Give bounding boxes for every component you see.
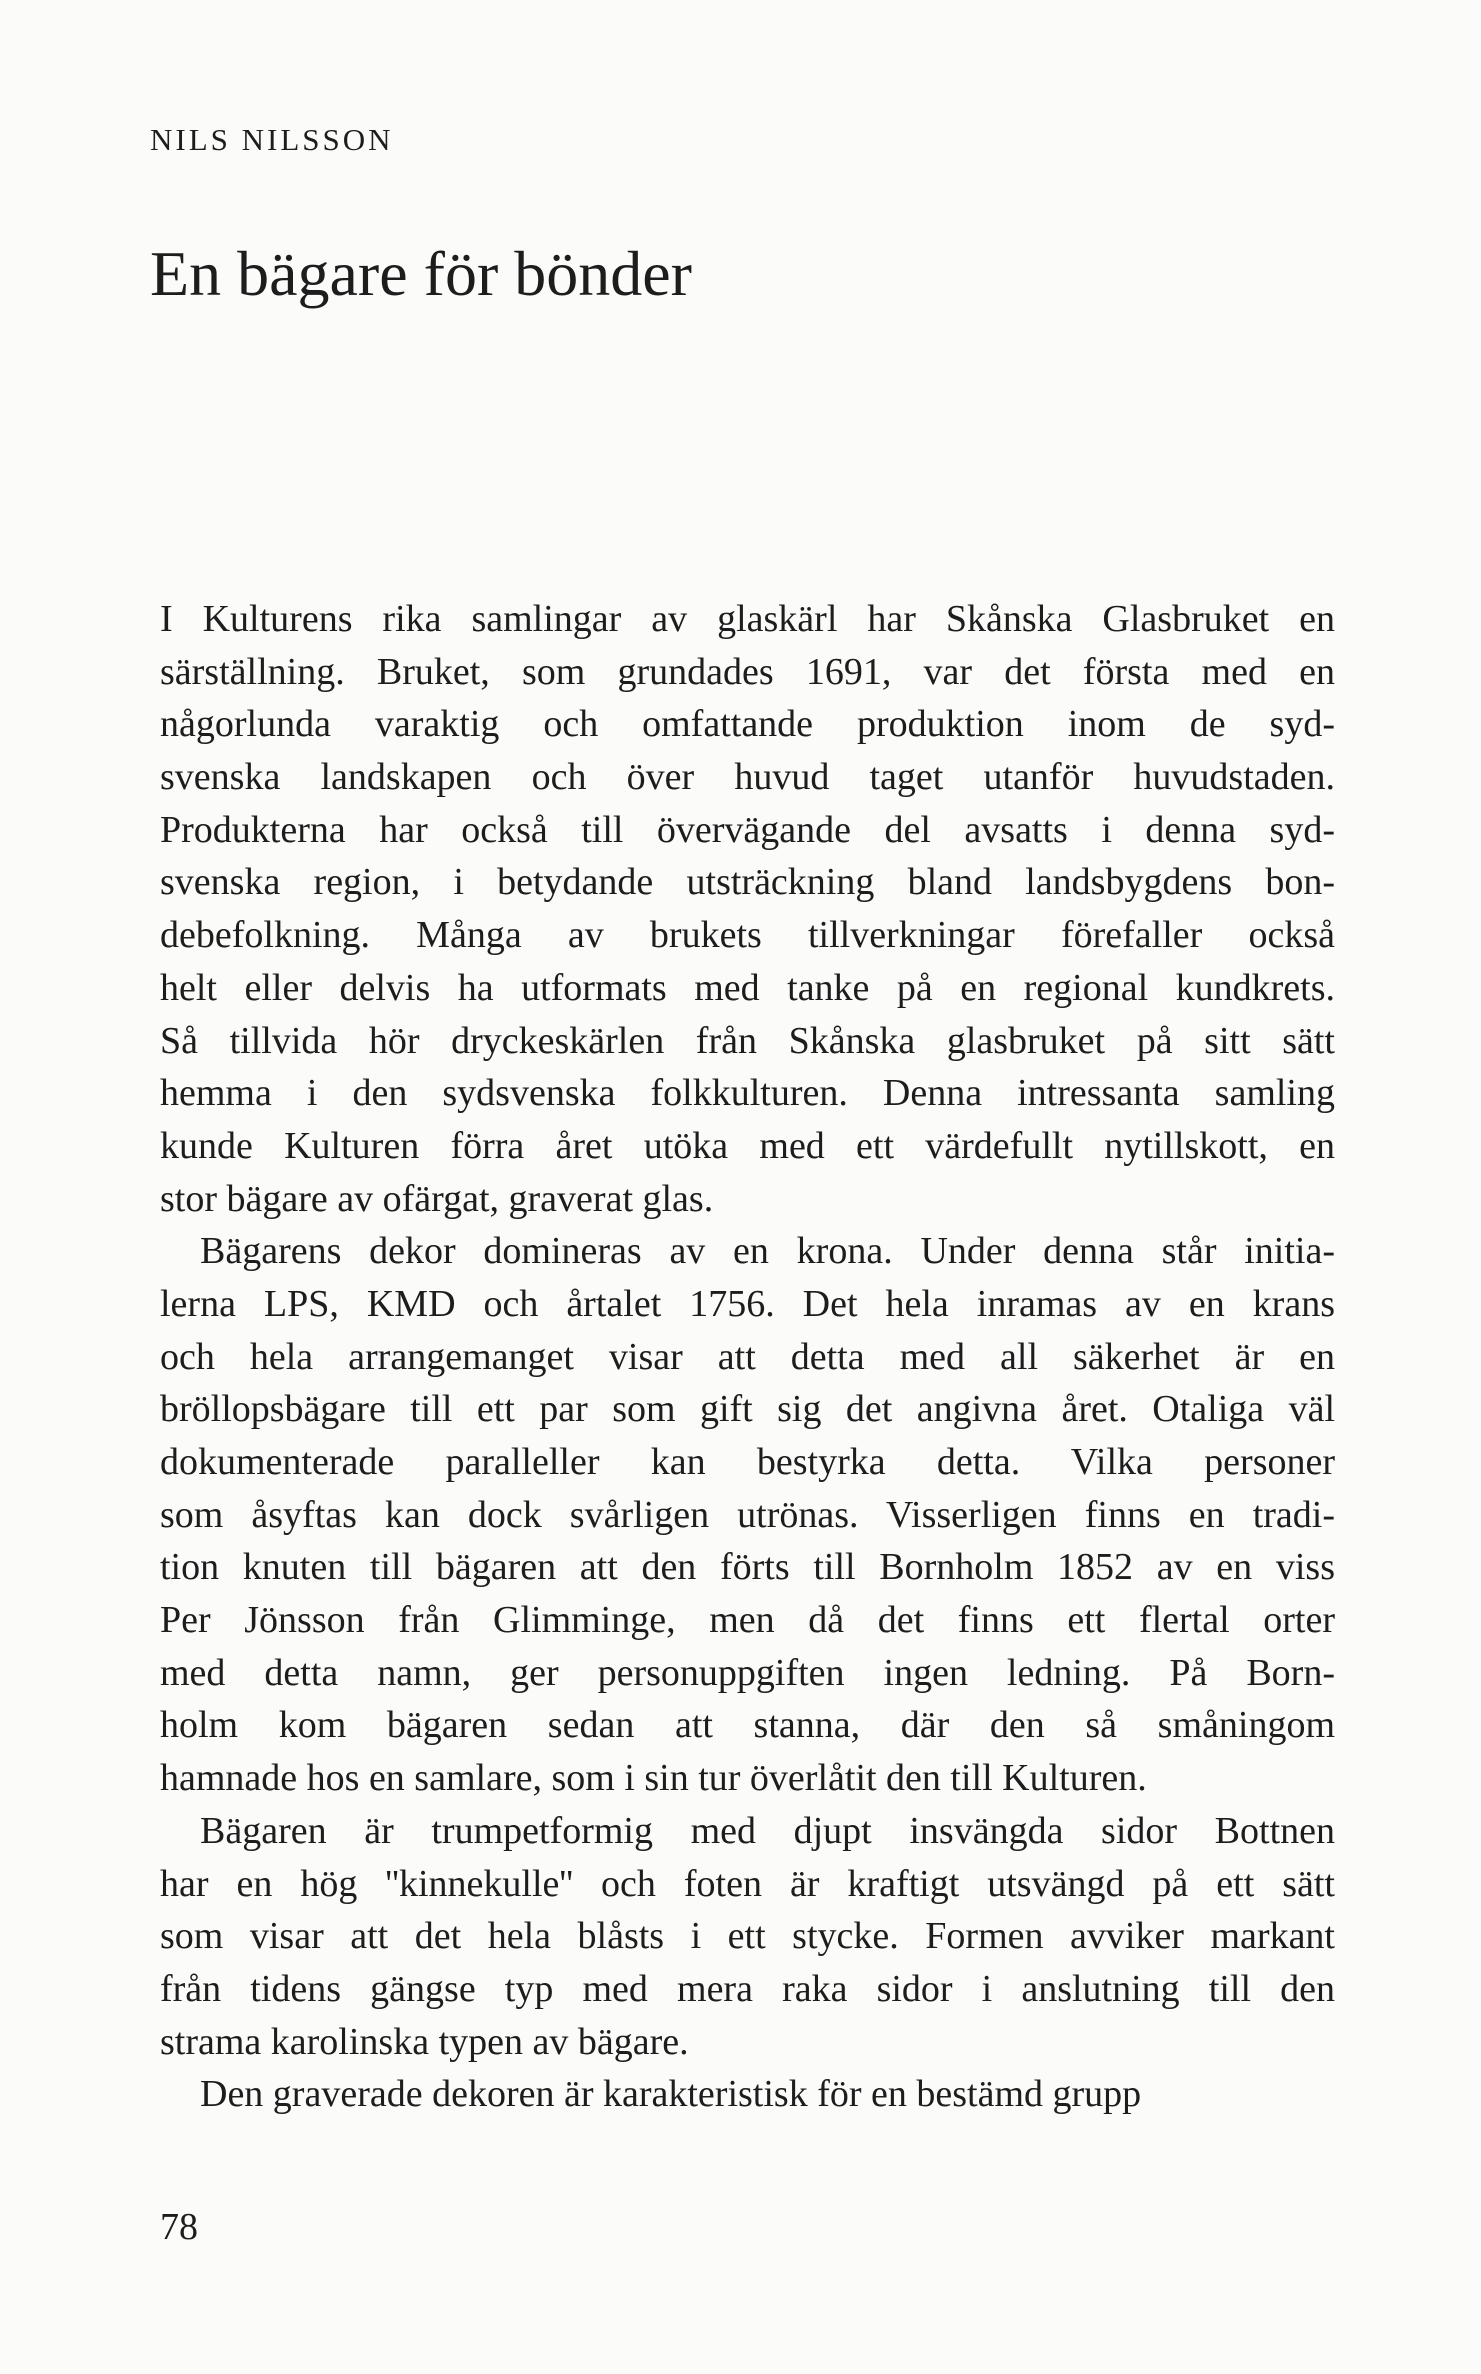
text-line: någorlunda varaktig och omfattande produktion inom de syd- (160, 703, 1335, 746)
text-line: Produkterna har också till övervägande del avsatts i denna syd- (160, 808, 1335, 851)
text-line: holm kom bägaren sedan att stanna, där den så småningom (160, 1704, 1335, 1747)
text-line: och hela arrangemanget visar att detta med all säkerhet är en (160, 1335, 1335, 1378)
page-number: 78 (160, 2206, 198, 2248)
text-line: Bägaren är trumpetformig med djupt insvängda sidor Bottnen (200, 1809, 1335, 1852)
text-line: tion knuten till bägaren att den förts till Bornholm 1852 av en viss (160, 1546, 1335, 1589)
text-line: stor bägare av ofärgat, graverat glas. (160, 1177, 714, 1220)
text-line: lerna LPS, KMD och årtalet 1756. Det hela inramas av en krans (160, 1282, 1335, 1325)
text-line: hemma i den sydsvenska folkkulturen. Denna intressanta samling (160, 1072, 1335, 1115)
paragraph (160, 1805, 1335, 2068)
text-line: dokumenterade paralleller kan bestyrka detta. Vilka personer (160, 1441, 1335, 1483)
text-line: från tidens gängse typ med mera raka sidor i anslutning till den (160, 1967, 1335, 2010)
text-line: med detta namn, ger personuppgiften ingen ledning. På Born- (160, 1651, 1335, 1694)
text-line: särställning. Bruket, som grundades 1691, var det första med en (160, 650, 1335, 693)
text-line: Bägarens dekor domineras av en krona. Under denna står initia- (200, 1230, 1335, 1273)
article-body (160, 593, 1335, 2121)
text-line: kunde Kulturen förra året utöka med ett värdefullt nytillskott, en (160, 1124, 1335, 1167)
text-line: helt eller delvis ha utformats med tanke på en regional kundkrets. (160, 966, 1335, 1009)
paragraph (160, 593, 1335, 1225)
article-title: En bägare för bönder (150, 238, 692, 309)
text-line: som åsyftas kan dock svårligen utrönas. Visserligen finns en tradi- (160, 1493, 1335, 1536)
text-line: hamnade hos en samlare, som i sin tur överlåtit den till Kulturen. (160, 1757, 1147, 1800)
text-line: debefolkning. Många av brukets tillverkningar förefaller också (160, 914, 1335, 957)
text-line: Den graverade dekoren är karakteristisk för en bestämd grupp (200, 2073, 1142, 2116)
text-line: bröllopsbägare till ett par som gift sig det angivna året. Otaliga väl (160, 1388, 1335, 1431)
paragraph (160, 1225, 1335, 1805)
text-line: I Kulturens rika samlingar av glaskärl har Skånska Glasbruket en (160, 598, 1335, 640)
paragraph (160, 2068, 1335, 2121)
text-line: har en hög ''kinnekulle'' och foten är kraftigt utsvängd på ett sätt (160, 1862, 1335, 1905)
text-line: Per Jönsson från Glimminge, men då det finns ett flertal orter (160, 1599, 1335, 1642)
text-line: Så tillvida hör dryckeskärlen från Skånska glasbruket på sitt sätt (160, 1019, 1335, 1062)
text-line: strama karolinska typen av bägare. (160, 2020, 689, 2063)
text-line: svenska region, i betydande utsträckning bland landsbygdens bon- (160, 861, 1335, 904)
text-line: som visar att det hela blåsts i ett stycke. Formen avviker markant (160, 1915, 1335, 1958)
author-name: NILS NILSSON (150, 122, 394, 157)
text-line: svenska landskapen och över huvud taget utanför huvudstaden. (160, 756, 1335, 799)
